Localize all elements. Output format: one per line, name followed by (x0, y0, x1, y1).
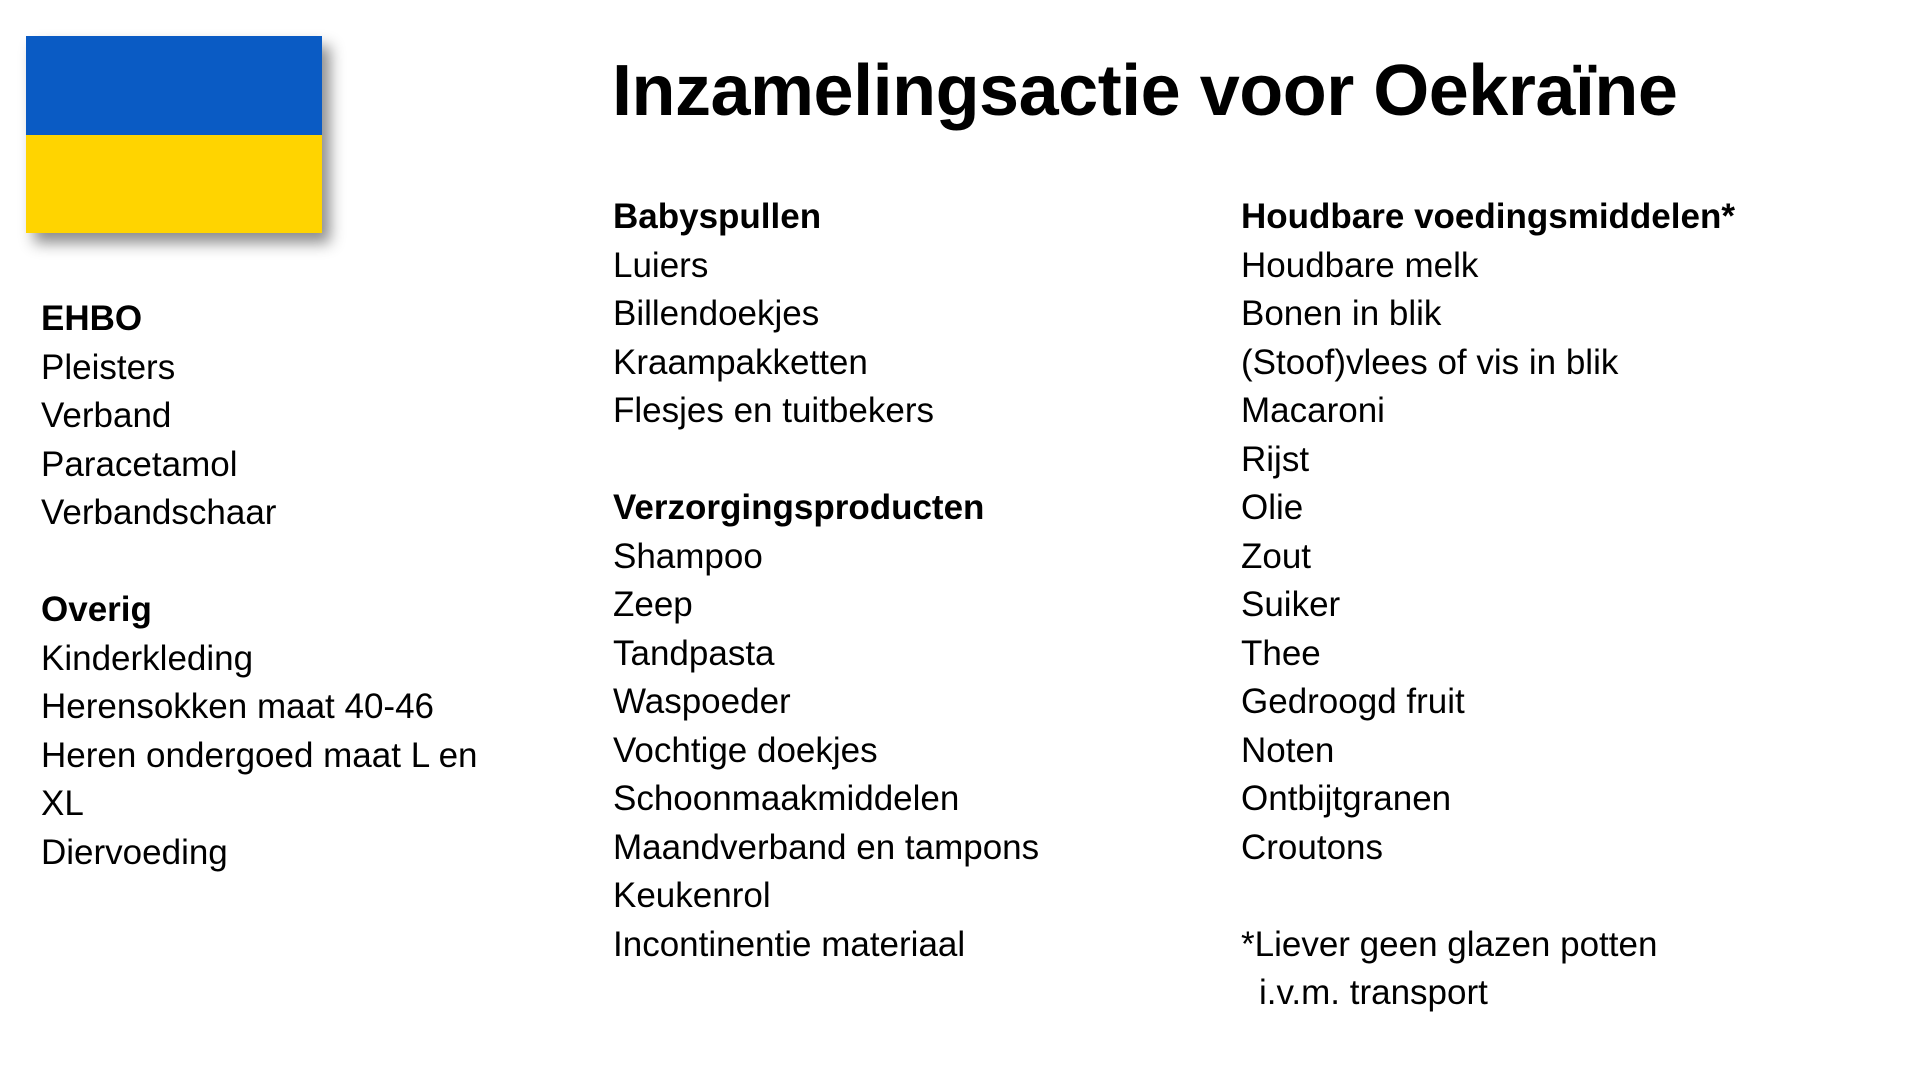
list-item: Verbandschaar (41, 493, 277, 532)
list-item: Zeep (613, 585, 693, 624)
list-item: Incontinentie materiaal (613, 924, 966, 964)
heading-verzorgingsproducten: Verzorgingsproducten (613, 488, 985, 527)
list-item: Heren ondergoed maat L en (41, 735, 478, 775)
column-left (41, 295, 511, 877)
list-item: Luiers (613, 245, 709, 285)
spacer (613, 436, 1173, 485)
list-item: Waspoeder (613, 682, 791, 721)
heading-houdbare-voedingsmiddelen: Houdbare voedingsmiddelen* (1241, 197, 1735, 236)
list-item: Kinderkleding (41, 638, 254, 678)
list-item: Noten (1241, 730, 1335, 770)
list-item: Suiker (1241, 585, 1341, 624)
list-item: Pleisters (41, 347, 176, 387)
column-right (1241, 193, 1881, 1018)
column-middle (613, 193, 1173, 969)
page-title: Inzamelingsactie voor Oekraïne (612, 51, 1678, 131)
ukraine-flag-icon (26, 36, 322, 233)
heading-ehbo: EHBO (41, 299, 143, 338)
list-item: Paracetamol (41, 444, 238, 484)
list-item: Macaroni (1241, 391, 1385, 430)
footnote-line-2: i.v.m. transport (1259, 973, 1488, 1012)
list-item: Herensokken maat 40-46 (41, 687, 434, 726)
list-item: Vochtige doekjes (613, 730, 878, 770)
list-item: XL (41, 784, 84, 823)
flag-blue-stripe (26, 36, 322, 135)
list-item: (Stoof)vlees of vis in blik (1241, 342, 1619, 382)
list-item: Diervoeding (41, 832, 228, 872)
list-item: Flesjes en tuitbekers (613, 391, 934, 430)
list-item: Bonen in blik (1241, 294, 1442, 333)
list-item: Gedroogd fruit (1241, 682, 1465, 721)
list-item: Tandpasta (613, 633, 775, 673)
flag-yellow-stripe (26, 135, 322, 234)
footnote-line-1: *Liever geen glazen potten (1241, 924, 1658, 964)
heading-babyspullen: Babyspullen (613, 197, 822, 236)
heading-overig: Overig (41, 590, 152, 629)
spacer (1241, 872, 1881, 921)
list-item: Keukenrol (613, 876, 771, 915)
list-item: Kraampakketten (613, 342, 868, 382)
list-item: Shampoo (613, 536, 763, 576)
list-item: Thee (1241, 633, 1321, 673)
list-item: Ontbijtgranen (1241, 779, 1452, 818)
list-item: Zout (1241, 536, 1312, 576)
list-item: Olie (1241, 488, 1304, 527)
list-item: Croutons (1241, 827, 1384, 867)
list-item: Schoonmaakmiddelen (613, 779, 960, 818)
spacer (41, 538, 511, 587)
list-item: Maandverband en tampons (613, 827, 1040, 867)
list-item: Billendoekjes (613, 294, 820, 333)
list-item: Rijst (1241, 439, 1310, 479)
list-item: Houdbare melk (1241, 245, 1479, 285)
list-item: Verband (41, 396, 172, 435)
